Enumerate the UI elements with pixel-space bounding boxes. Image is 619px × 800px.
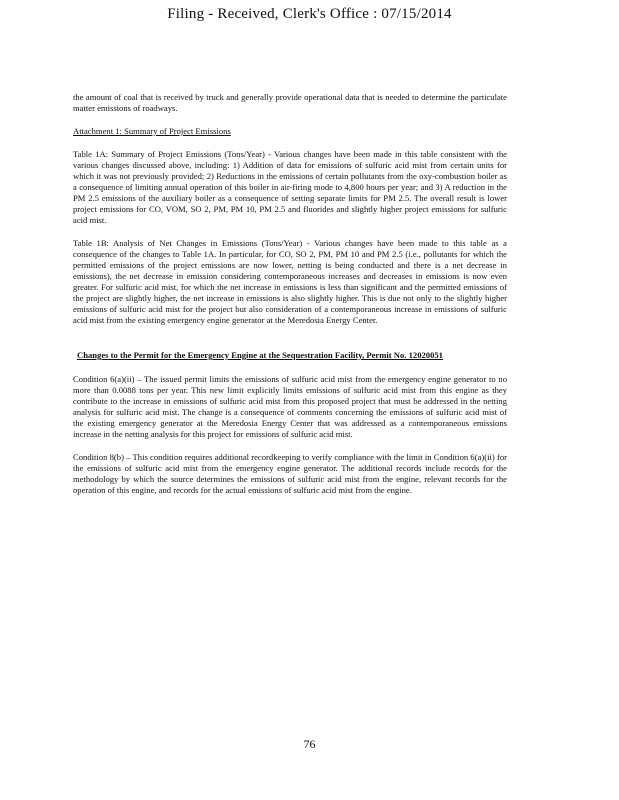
document-body bbox=[73, 92, 507, 508]
filing-stamp-header: Filing - Received, Clerk's Office : 07/15/2014 bbox=[167, 6, 452, 22]
table-1b-paragraph: Table 1B: Analysis of Net Changes in Emissions (Tons/Year) - Various changes have been made to this table as a consequence of the changes to Table 1A. In particular, for CO, SO 2, PM, PM 10 and PM 2.5 (i.e., pollutants for which the permitted emissions of the project emissions are now lower, netting is being conducted and there is a net decrease in emissions), the net decrease in emission considering contemporaneous increases and decreases in emissions is now even greater. For sulfuric acid mist, for which the net increase in emissions is less than significant and the permitted emissions of the project are slightly higher, the net increase in emissions is also slightly higher. This is due not only to the slightly higher emissions of sulfuric acid mist for the project but also consideration of a contemporaneous increase in emissions of sulfuric acid mist from the existing emergency engine generator at the Meredosia Energy Center. bbox=[73, 238, 507, 325]
condition-6a-paragraph: Condition 6(a)(ii) – The issued permit limits the emissions of sulfuric acid mist from the emergency engine generator to no more than 0.0088 tons per year. This new limit explicitly limits emissions of sulfuric acid mist from this engine as they contribute to the increase in emissions of sulfuric acid mist from this proposed project that must be addressed in the netting analysis for sulfuric acid mist. The change is a consequence of comments concerning the emissions of sulfuric acid mist of the existing emergency generator at the Meredosia Energy Center that was addressed as a contemporaneous emissions increase in the netting analysis for this project for emissions of sulfuric acid mist. bbox=[73, 374, 507, 439]
condition-8b-paragraph: Condition 8(b) – This condition requires additional recordkeeping to verify compliance with the limit in Condition 6(a)(ii) for the emissions of sulfuric acid mist from the emergency engine generator. The additional records include records for the methodology by which the source determines the emissions of sulfuric acid mist from the engine, relevant records for the operation of this engine, and records for the actual emissions of sulfuric acid mist from the engine. bbox=[73, 452, 507, 495]
table-1a-paragraph: Table 1A: Summary of Project Emissions (Tons/Year) - Various changes have been made in this table consistent with the various changes discussed above, including: 1) Addition of data for emissions of sulfuric acid mist from certain units for which it was not previously provided; 2) Reductions in the emissions of certain pollutants from the oxy-combustion boiler as a consequence of limiting annual operation of this boiler in air-firing mode to 4,800 hours per year; and 3) A reduction in the PM 2.5 emissions of the auxiliary boiler as a consequence of setting separate limits for PM 2.5. The overall result is lower project emissions for CO, VOM, SO 2, PM, PM 10, PM 2.5 and fluorides and slightly higher project emissions for sulfuric acid mist. bbox=[73, 149, 507, 225]
intro-paragraph: the amount of coal that is received by truck and generally provide operational data that is needed to determine the particulate matter emissions of roadways. bbox=[73, 92, 507, 113]
page-number: 76 bbox=[303, 737, 316, 751]
section-heading: Changes to the Permit for the Emergency Engine at the Sequestration Facility, Permit No. 12020051 bbox=[77, 350, 443, 360]
attachment-heading: Attachment 1: Summary of Project Emissions bbox=[73, 126, 231, 136]
